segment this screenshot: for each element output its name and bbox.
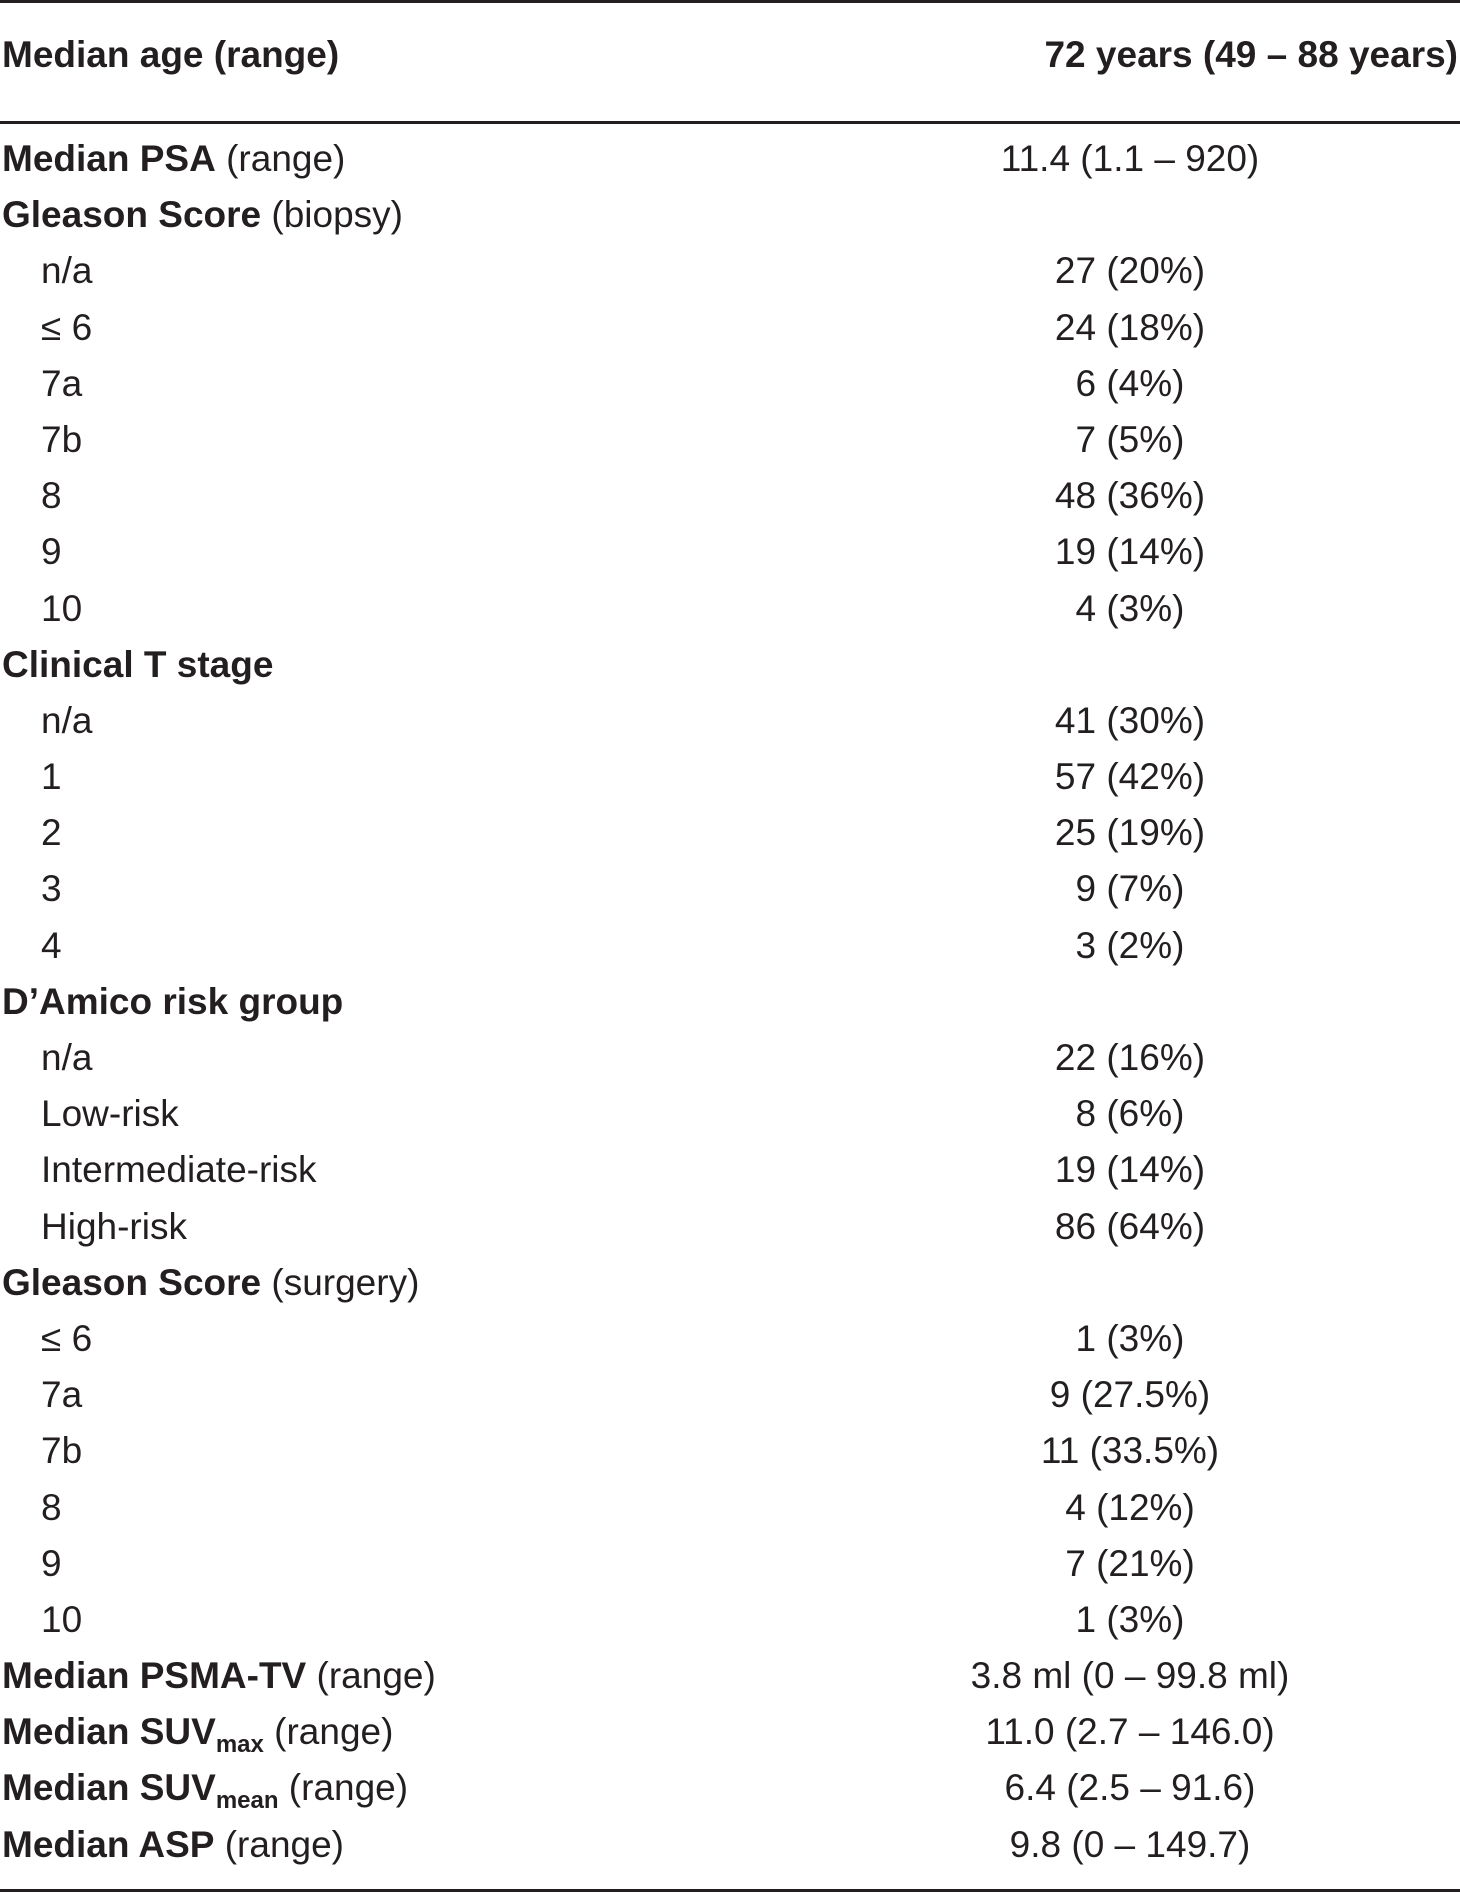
- label-part: Median SUV: [2, 1767, 216, 1809]
- label-part: 4: [41, 924, 62, 966]
- row-label: [41, 1543, 62, 1585]
- label-part: 7a: [41, 1374, 83, 1416]
- row-label: [41, 1206, 187, 1248]
- row-label: [2, 981, 343, 1023]
- table-bottom-rule: [0, 1889, 1460, 1892]
- label-part: 9: [41, 531, 62, 573]
- table-section-row: [0, 640, 1460, 696]
- label-subscript: mean: [215, 1787, 279, 1815]
- row-value: 4 (3%): [1075, 587, 1185, 629]
- row-value: 6.4 (2.5 – 91.6): [1004, 1767, 1256, 1809]
- label-part: Intermediate-risk: [41, 1149, 317, 1191]
- table-section-row: [0, 1258, 1460, 1314]
- label-part: 10: [41, 1598, 83, 1640]
- label-part: 3: [41, 868, 62, 910]
- label-part: n/a: [41, 699, 93, 741]
- row-value: 86 (64%): [1054, 1205, 1206, 1247]
- row-label: [41, 1318, 92, 1360]
- table-top-rule: [0, 0, 1460, 3]
- row-label: [2, 1711, 394, 1759]
- label-part: Median ASP: [2, 1823, 215, 1865]
- row-label: [2, 1824, 344, 1866]
- table-row: [0, 527, 1460, 583]
- row-value: 27 (20%): [1054, 250, 1206, 292]
- row-value: 6 (4%): [1075, 362, 1185, 404]
- table-row: [0, 1033, 1460, 1089]
- label-part: (range): [263, 1711, 394, 1753]
- table-section-row: [0, 1763, 1460, 1819]
- header-label: Median age (range): [2, 34, 340, 75]
- row-value: 41 (30%): [1054, 699, 1206, 741]
- table-section-row: [0, 1651, 1460, 1707]
- label-part: High-risk: [41, 1205, 187, 1247]
- table-row: [0, 471, 1460, 527]
- label-part: Clinical T stage: [2, 643, 274, 685]
- row-label: [41, 1149, 317, 1191]
- table-row: [0, 864, 1460, 920]
- table-section-row: [0, 134, 1460, 190]
- table-row: [0, 246, 1460, 302]
- row-label: [41, 1374, 82, 1416]
- label-part: 8: [41, 475, 62, 517]
- label-part: (biopsy): [261, 194, 403, 236]
- row-value: 25 (19%): [1054, 812, 1206, 854]
- row-value: 3.8 ml (0 – 99.8 ml): [970, 1655, 1290, 1697]
- row-label: [2, 644, 273, 686]
- row-label: [41, 1430, 82, 1472]
- label-part: ≤ 6: [41, 1317, 93, 1359]
- label-part: Median SUV: [2, 1711, 216, 1753]
- table-section-row: [0, 1820, 1460, 1876]
- label-part: Median PSMA-TV: [2, 1655, 307, 1697]
- row-value: 11.4 (1.1 – 920): [1000, 138, 1260, 179]
- row-label: [41, 1487, 62, 1529]
- table-row: [0, 1145, 1460, 1201]
- table-row: [0, 1314, 1460, 1370]
- label-part: Gleason Score: [2, 194, 262, 236]
- row-value: 57 (42%): [1054, 756, 1206, 798]
- row-value: 1 (3%): [1075, 1598, 1185, 1640]
- row-value: 9 (27.5%): [1049, 1374, 1211, 1416]
- label-part: 1: [41, 756, 62, 798]
- label-part: 7b: [41, 1430, 83, 1472]
- label-part: (range): [278, 1767, 409, 1809]
- row-label: [41, 475, 62, 517]
- row-label: [41, 812, 62, 854]
- row-label: [41, 307, 92, 349]
- row-label: [41, 925, 62, 967]
- table-row: [0, 1595, 1460, 1651]
- row-label: [41, 588, 82, 630]
- table-row: [0, 1426, 1460, 1482]
- row-label: [41, 250, 92, 292]
- table-row: [0, 1539, 1460, 1595]
- row-value: 3 (2%): [1075, 924, 1185, 966]
- label-part: 7b: [41, 418, 83, 460]
- row-value: 24 (18%): [1054, 306, 1206, 348]
- table-row: [0, 752, 1460, 808]
- label-part: Gleason Score: [2, 1261, 262, 1303]
- label-part: 2: [41, 812, 62, 854]
- label-part: n/a: [41, 1037, 93, 1078]
- row-label: [41, 700, 92, 742]
- row-value: 8 (6%): [1075, 1093, 1185, 1135]
- label-part: (surgery): [261, 1261, 420, 1303]
- label-part: n/a: [41, 250, 93, 292]
- row-label: [41, 419, 82, 461]
- label-part: D’Amico risk group: [2, 980, 344, 1022]
- row-label: [41, 531, 62, 573]
- table-row: [0, 1089, 1460, 1145]
- row-value: 19 (14%): [1054, 531, 1206, 573]
- table-row: [0, 359, 1460, 415]
- label-part: (range): [215, 138, 346, 179]
- label-part: 7a: [41, 362, 83, 404]
- row-value: 7 (5%): [1075, 418, 1185, 460]
- row-label: [41, 363, 82, 405]
- row-label: [2, 1655, 436, 1697]
- table-row: [0, 1483, 1460, 1539]
- table-header-rule: [0, 121, 1460, 124]
- row-label: [41, 868, 62, 910]
- row-label: [41, 1093, 179, 1135]
- table-header-row: [0, 24, 1460, 94]
- row-value: 4 (12%): [1065, 1486, 1195, 1528]
- label-part: 10: [41, 587, 83, 629]
- row-label: [2, 1767, 409, 1815]
- row-value: 19 (14%): [1054, 1149, 1206, 1191]
- label-part: (range): [214, 1823, 345, 1865]
- table-row: [0, 696, 1460, 752]
- row-label: [2, 138, 345, 180]
- table-section-row: [0, 190, 1460, 246]
- label-part: (range): [306, 1655, 436, 1697]
- label-part: 9: [41, 1542, 62, 1584]
- label-part: Low-risk: [41, 1093, 179, 1135]
- label-subscript: max: [215, 1731, 264, 1759]
- table-row: [0, 415, 1460, 471]
- row-value: 9.8 (0 – 149.7): [1009, 1823, 1251, 1865]
- table-row: [0, 1370, 1460, 1426]
- row-label: [41, 1037, 92, 1079]
- table-body: [0, 134, 1460, 1876]
- row-value: 7 (21%): [1065, 1542, 1195, 1584]
- table-section-row: [0, 1707, 1460, 1763]
- row-label: [2, 194, 403, 236]
- table-row: [0, 1202, 1460, 1258]
- table-row: [0, 584, 1460, 640]
- label-part: 8: [41, 1486, 62, 1528]
- table-row: [0, 303, 1460, 359]
- label-part: ≤ 6: [41, 306, 93, 348]
- row-value: 1 (3%): [1075, 1317, 1185, 1359]
- row-value: 22 (16%): [1054, 1037, 1206, 1078]
- row-value: 9 (7%): [1075, 868, 1185, 910]
- label-part: Median PSA: [2, 138, 216, 179]
- table-section-row: [0, 977, 1460, 1033]
- row-label: [41, 1599, 82, 1641]
- row-label: [2, 1262, 419, 1304]
- table-row: [0, 921, 1460, 977]
- row-value: 11 (33.5%): [1040, 1430, 1220, 1472]
- row-label: [41, 756, 62, 798]
- header-value: 72 years (49 – 88 years): [1044, 34, 1458, 75]
- row-value: 48 (36%): [1054, 475, 1206, 517]
- row-value: 11.0 (2.7 – 146.0): [985, 1711, 1275, 1753]
- table-row: [0, 808, 1460, 864]
